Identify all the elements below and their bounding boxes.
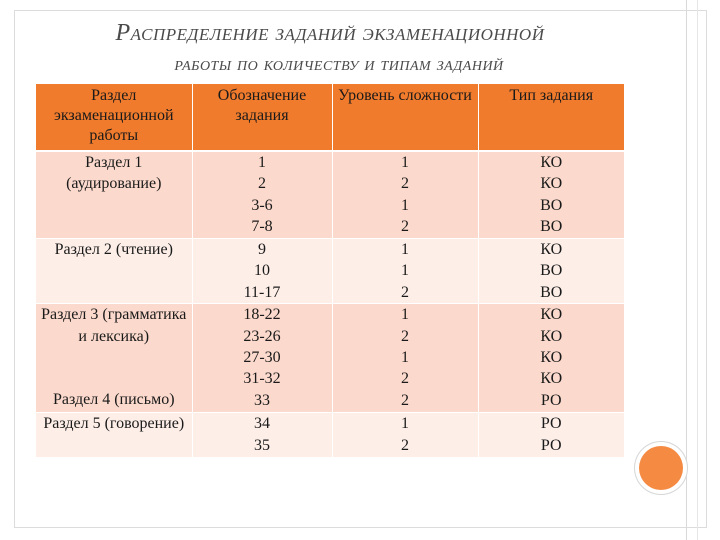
- table-row: [36, 151, 624, 239]
- tasks-cell: 9 10 11-17: [192, 239, 332, 304]
- header-level: Уровень сложности: [332, 84, 478, 151]
- levels-cell: 1 1 2: [332, 239, 478, 304]
- levels-cell: 1 2 1 2 2: [332, 304, 478, 413]
- tasks-cell: 1 2 3-6 7-8: [192, 151, 332, 239]
- header-type: Тип задания: [478, 84, 624, 151]
- types-cell: КО КО КО КО РО: [478, 304, 624, 413]
- section-4-label: Раздел 4 (письмо): [52, 390, 175, 408]
- section-3-label: Раздел 3 (грамматика и лексика): [41, 306, 187, 345]
- title-line-1: Распределение заданий экзаменационной: [115, 20, 545, 46]
- section-cell: Раздел 2 (чтение): [36, 239, 192, 304]
- title-line-2: работы по количеству и типам заданий: [174, 53, 504, 75]
- tasks-cell: 18-22 23-26 27-30 31-32 33: [192, 304, 332, 413]
- tasks-cell: 34 35: [192, 413, 332, 458]
- decorative-line: [686, 0, 687, 540]
- levels-cell: 1 2 1 2: [332, 151, 478, 239]
- types-cell: РО РО: [478, 413, 624, 458]
- table-header-row: [36, 84, 624, 151]
- tasks-table: [36, 84, 624, 458]
- section-cell: [36, 304, 192, 413]
- header-task-id: Обозначение задания: [192, 84, 332, 151]
- types-cell: КО КО ВО ВО: [478, 151, 624, 239]
- slide-title: [0, 18, 660, 78]
- levels-cell: 1 2: [332, 413, 478, 458]
- table-row: [36, 304, 624, 413]
- section-cell: Раздел 1 (аудирование): [36, 151, 192, 239]
- types-cell: КО ВО ВО: [478, 239, 624, 304]
- header-section: Раздел экзаменационной работы: [36, 84, 192, 151]
- table-row: [36, 239, 624, 304]
- decorative-line: [697, 0, 698, 540]
- section-cell: Раздел 5 (говорение): [36, 413, 192, 458]
- table-row: [36, 413, 624, 458]
- decorative-circle: [639, 446, 683, 490]
